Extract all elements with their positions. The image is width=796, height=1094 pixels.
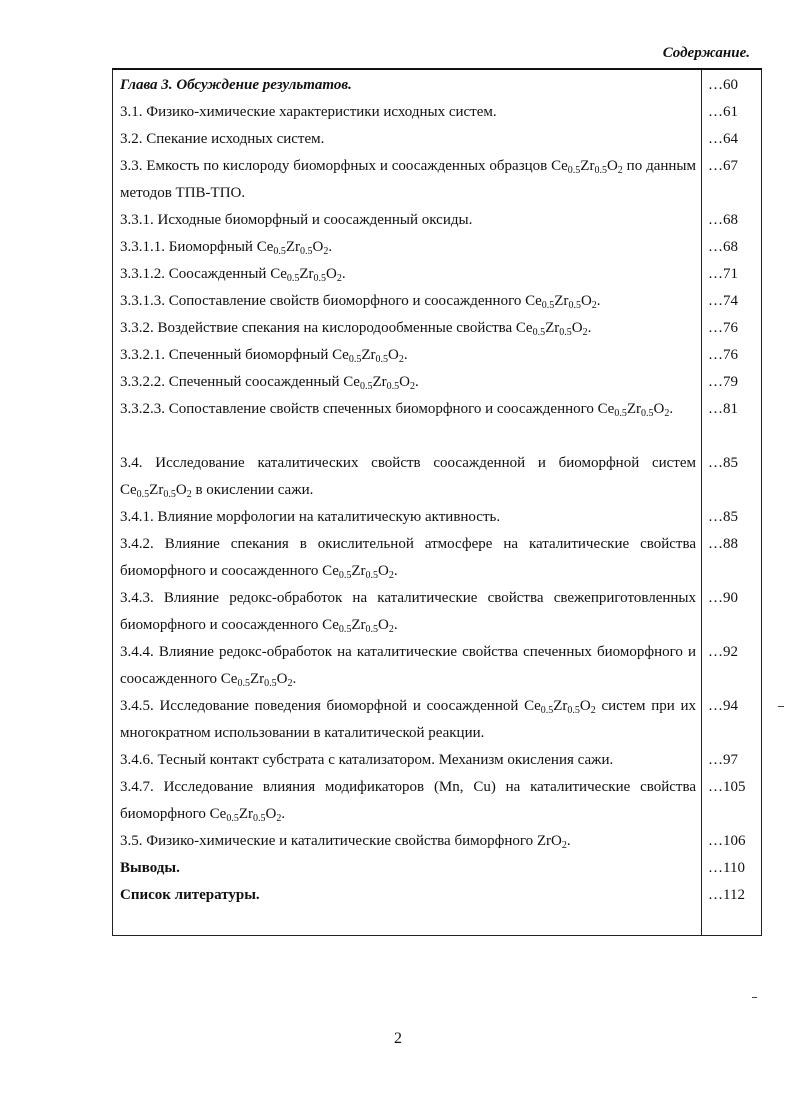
toc-page: …76 — [708, 347, 738, 363]
page-column-divider — [701, 70, 702, 935]
page-number: 2 — [394, 1030, 402, 1047]
toc-entry-title: 3.4. Исследование каталитических свойств соосажденной и биоморфной систем $Ce_{0.5}Zr_{0.5}O_2$ в окислении сажи. — [120, 455, 697, 500]
scan-speck — [778, 706, 784, 707]
page-header: Содержание. — [662, 45, 750, 61]
toc-page: …97 — [708, 752, 738, 768]
toc-page: …68 — [708, 239, 738, 255]
toc-page: …88 — [708, 536, 738, 552]
toc-page: …79 — [708, 374, 738, 390]
toc-page: …85 — [708, 455, 738, 471]
toc-entry-title: 3.4.2. Влияние спекания в окислительной атмосфере на каталитические свойства биоморфного и соосажденного $Ce_{0.5}Zr_{0.5}O_2$. — [120, 536, 696, 581]
toc-page: …81 — [708, 401, 738, 417]
toc-entry-title: 3.4.1. Влияние морфологии на каталитическую активность. — [120, 509, 501, 525]
toc-entry-title: 3.4.3. Влияние редокс-обработок на каталитические свойства свежеприготовленных биоморфного и соосажденного $Ce_{0.5}Zr_{0.5}O_2$. — [120, 590, 696, 635]
toc-table — [112, 70, 762, 936]
toc-entry-title: 3.3.2.3. Сопоставление свойств спеченных биоморфного и соосажденного $Ce_{0.5}Zr_{0.5}O_2$. — [120, 401, 674, 419]
toc-entry-title: 3.3. Емкость по кислороду биоморфных и соосажденных образцов $Ce_{0.5}Zr_{0.5}O_2$ по данным методов ТПВ-ТПО. — [120, 158, 696, 201]
toc-conclusions-title: Выводы. — [120, 860, 180, 876]
toc-page: …71 — [708, 266, 738, 282]
toc-chapter-title: Глава 3. Обсуждение результатов. — [120, 77, 352, 93]
toc-page: …106 — [708, 833, 746, 849]
toc-page: …76 — [708, 320, 738, 336]
toc-entry-title: 3.3.1. Исходные биоморфный и соосажденный оксиды. — [120, 212, 473, 228]
scan-speck — [752, 997, 757, 998]
toc-references-title: Список литературы. — [120, 887, 260, 903]
toc-page: …94 — [708, 698, 738, 714]
toc-entry-title: 3.3.2. Воздействие спекания на кислородообменные свойства $Ce_{0.5}Zr_{0.5}O_2$. — [120, 320, 592, 338]
toc-entry-title: 3.5. Физико-химические и каталитические свойства биморфного ZrO$_2$. — [120, 833, 571, 851]
toc-entry-title: 3.3.1.1. Биоморфный $Ce_{0.5}Zr_{0.5}O_2$. — [120, 239, 333, 257]
toc-page: …105 — [708, 779, 746, 795]
toc-page: …92 — [708, 644, 738, 660]
toc-entry-title: 3.3.1.2. Соосажденный $Ce_{0.5}Zr_{0.5}O_2$. — [120, 266, 346, 284]
toc-page: …64 — [708, 131, 738, 147]
toc-entry-title: 3.3.2.1. Спеченный биоморфный $Ce_{0.5}Zr_{0.5}O_2$. — [120, 347, 408, 365]
toc-page: …74 — [708, 293, 738, 309]
toc-entry-title: 3.4.5. Исследование поведения биоморфной и соосажденной $Ce_{0.5}Zr_{0.5}O_2$ систем при их многократном использовании в каталитической реакции. — [120, 698, 696, 741]
toc-page: …60 — [708, 77, 738, 93]
toc-page: …90 — [708, 590, 738, 606]
toc-entry-title: 3.2. Спекание исходных систем. — [120, 131, 325, 147]
toc-entry-title: 3.4.4. Влияние редокс-обработок на каталитические свойства спеченных биоморфного и соосажденного $Ce_{0.5}Zr_{0.5}O_2$. — [120, 644, 696, 689]
toc-page: …68 — [708, 212, 738, 228]
toc-page: …85 — [708, 509, 738, 525]
toc-entry-title: 3.3.1.3. Сопоставление свойств биоморфного и соосажденного $Ce_{0.5}Zr_{0.5}O_2$. — [120, 293, 601, 311]
toc-entry-title: 3.4.7. Исследование влияния модификаторов (Mn, Cu) на каталитические свойства биоморфного $Ce_{0.5}Zr_{0.5}O_2$. — [120, 779, 696, 824]
toc-entry-title: 3.1. Физико-химические характеристики исходных систем. — [120, 104, 497, 120]
toc-entry-title: 3.3.2.2. Спеченный соосажденный $Ce_{0.5}Zr_{0.5}O_2$. — [120, 374, 419, 392]
toc-entry-title: 3.4.6. Тесный контакт субстрата с катализатором. Механизм окисления сажи. — [120, 752, 614, 768]
toc-page: …112 — [708, 887, 745, 903]
toc-page: …61 — [708, 104, 738, 120]
toc-page: …67 — [708, 158, 738, 174]
toc-page: …110 — [708, 860, 745, 876]
